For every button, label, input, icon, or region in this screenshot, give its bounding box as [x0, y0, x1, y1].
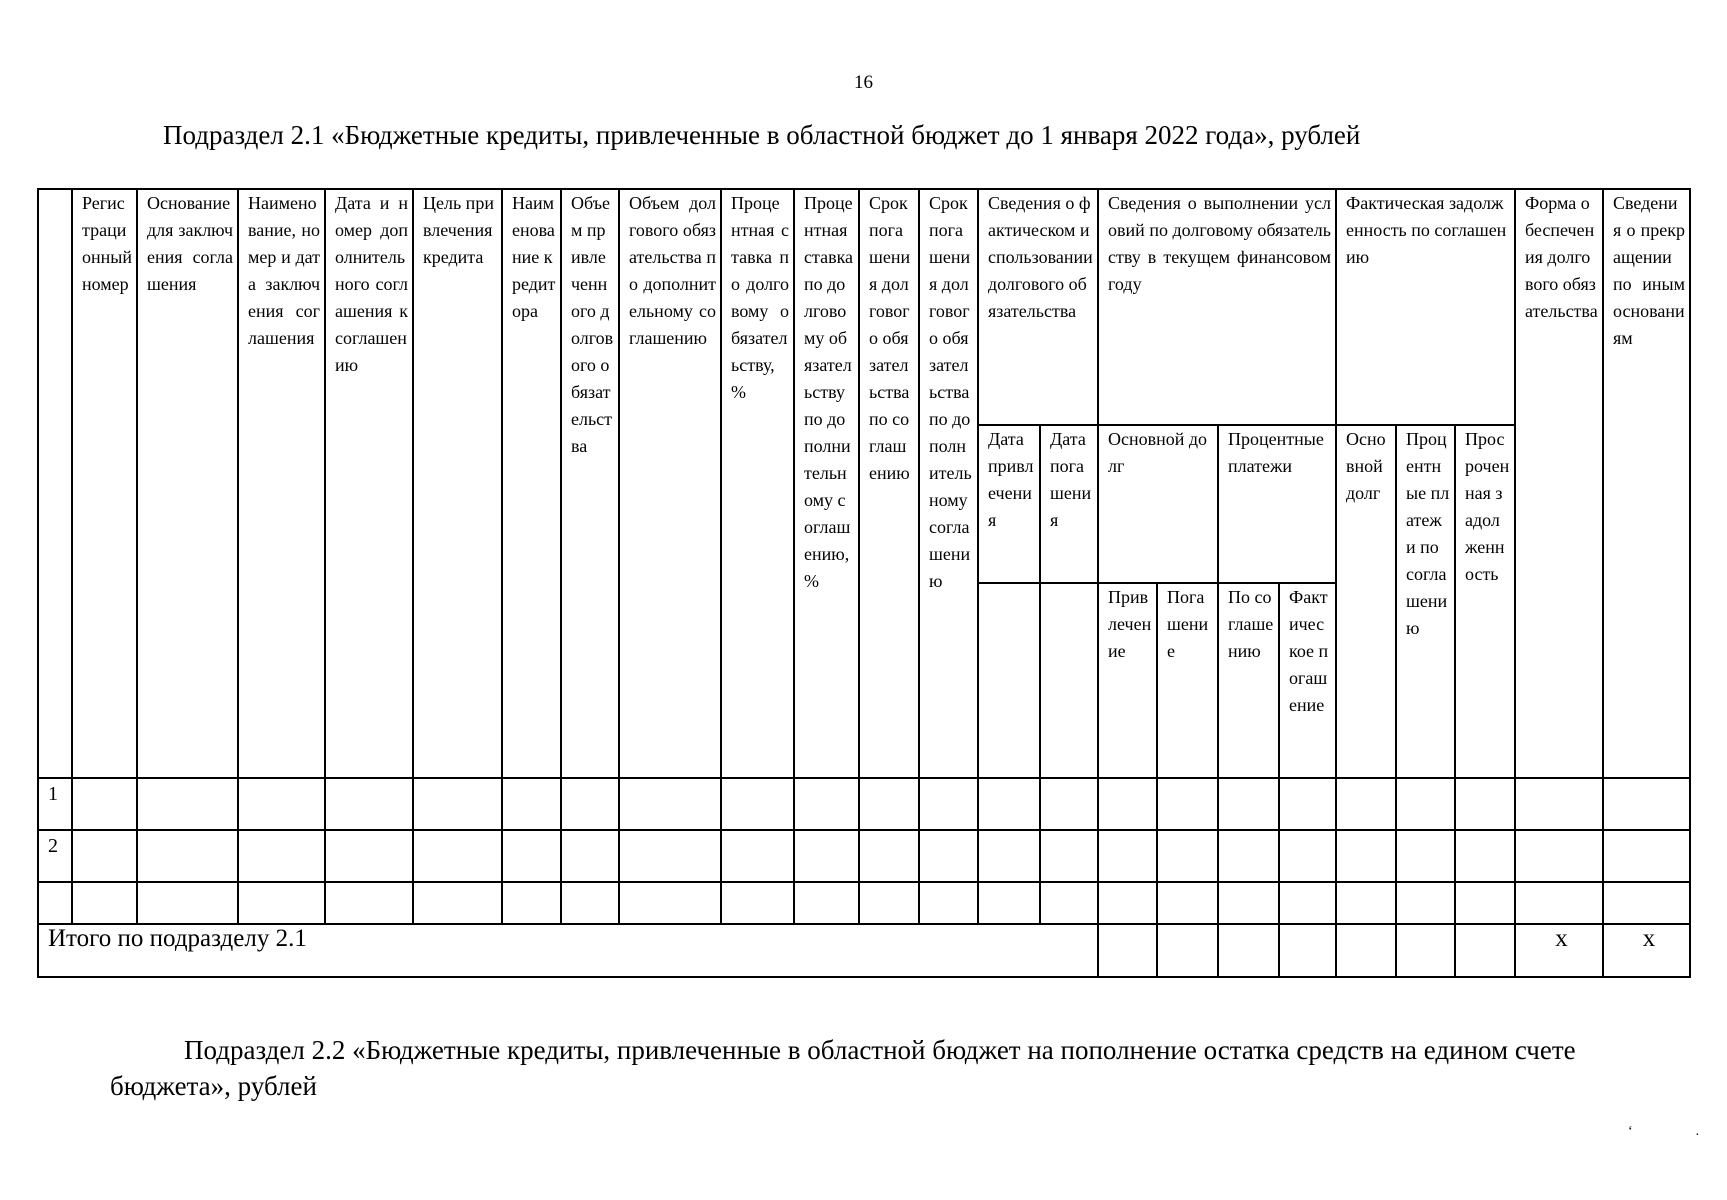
- row-number: 2: [38, 830, 72, 882]
- header-interest-rate: Процентная ставка по долговому обязательству, %: [721, 189, 794, 778]
- section-title-2: Подраздел 2.2 «Бюджетные кредиты, привлеченные в областной бюджет на пополнение остатка средств на едином счете бюджета», рублей: [110, 1035, 1576, 1101]
- header-actual-principal: Основной долг: [1336, 425, 1396, 778]
- header-basis: Основание для заключения соглашения: [137, 189, 238, 778]
- header-interest-rate-supplement: Процентная ставка по долговому обязательству по дополнительному соглашению, %: [794, 189, 859, 778]
- header-principal-repayment: Погашение: [1157, 583, 1218, 778]
- header-volume: Объем привлеченного долгового обязательства: [561, 189, 619, 778]
- header-volume-supplement: Объем долгового обязательства по дополнительному соглашению: [619, 189, 721, 778]
- total-x-termination: x: [1603, 924, 1690, 977]
- header-usage-blank-1: [978, 583, 1040, 778]
- header-interest-by-agreement: По соглашению: [1218, 583, 1279, 778]
- header-corner: [38, 189, 72, 778]
- table-row: [38, 882, 1690, 924]
- header-actual-overdue: Просроченная задолженность: [1455, 425, 1515, 778]
- header-usage-info: Сведения о фактическом использовании долгового обязательства: [978, 189, 1098, 425]
- header-collateral: Форма обеспечения долгового обязательства: [1515, 189, 1603, 778]
- header-usage-date-repay: Дата погашения: [1040, 425, 1098, 583]
- debt-table: [37, 188, 1691, 978]
- header-fulfillment: Сведения о выполнении условий по долговому обязательству в текущем финансовом году: [1098, 189, 1336, 425]
- scan-speck: ‘: [1628, 1124, 1633, 1139]
- header-usage-blank-2: [1040, 583, 1098, 778]
- header-term-supplement: Срок погашения долгового обязательства по дополнительному соглашению: [919, 189, 978, 778]
- header-termination: Сведения о прекращении по иным основаниям: [1603, 189, 1690, 778]
- scan-speck: ·: [1695, 1128, 1700, 1143]
- total-x-collateral: x: [1515, 924, 1603, 977]
- row-number: 1: [38, 778, 72, 830]
- header-actual-interest: Процентные платежи по соглашению: [1396, 425, 1455, 778]
- total-row: [38, 924, 1690, 977]
- total-label: Итого по подразделу 2.1: [38, 924, 1098, 977]
- table-row: [38, 830, 1690, 882]
- table-row: [38, 778, 1690, 830]
- header-interest-payments: Процентные платежи: [1218, 425, 1336, 583]
- header-creditor: Наименование кредитора: [502, 189, 561, 778]
- header-principal: Основной долг: [1098, 425, 1218, 583]
- page-number: 16: [854, 72, 873, 93]
- header-actual-debt: Фактическая задолженность по соглашению: [1336, 189, 1515, 425]
- header-supplement-date: Дата и номер дополнительного соглашения к соглашению: [325, 189, 413, 778]
- section-title: Подраздел 2.1 «Бюджетные кредиты, привлеченные в областной бюджет до 1 января 2022 года», рублей: [163, 120, 1361, 150]
- header-interest-actual: Фактическое погашение: [1279, 583, 1336, 778]
- header-term: Срок погашения долгового обязательства по соглашению: [859, 189, 919, 778]
- header-agreement-name: Наименование, номер и дата заключения соглашения: [238, 189, 325, 778]
- header-reg-number: Регистрационный номер: [72, 189, 137, 778]
- header-principal-attraction: Привлечение: [1098, 583, 1157, 778]
- header-row-1: [38, 189, 1690, 425]
- header-usage-date-attract: Дата привлечения: [978, 425, 1040, 583]
- header-purpose: Цель привлечения кредита: [413, 189, 502, 778]
- row-number: [38, 882, 72, 924]
